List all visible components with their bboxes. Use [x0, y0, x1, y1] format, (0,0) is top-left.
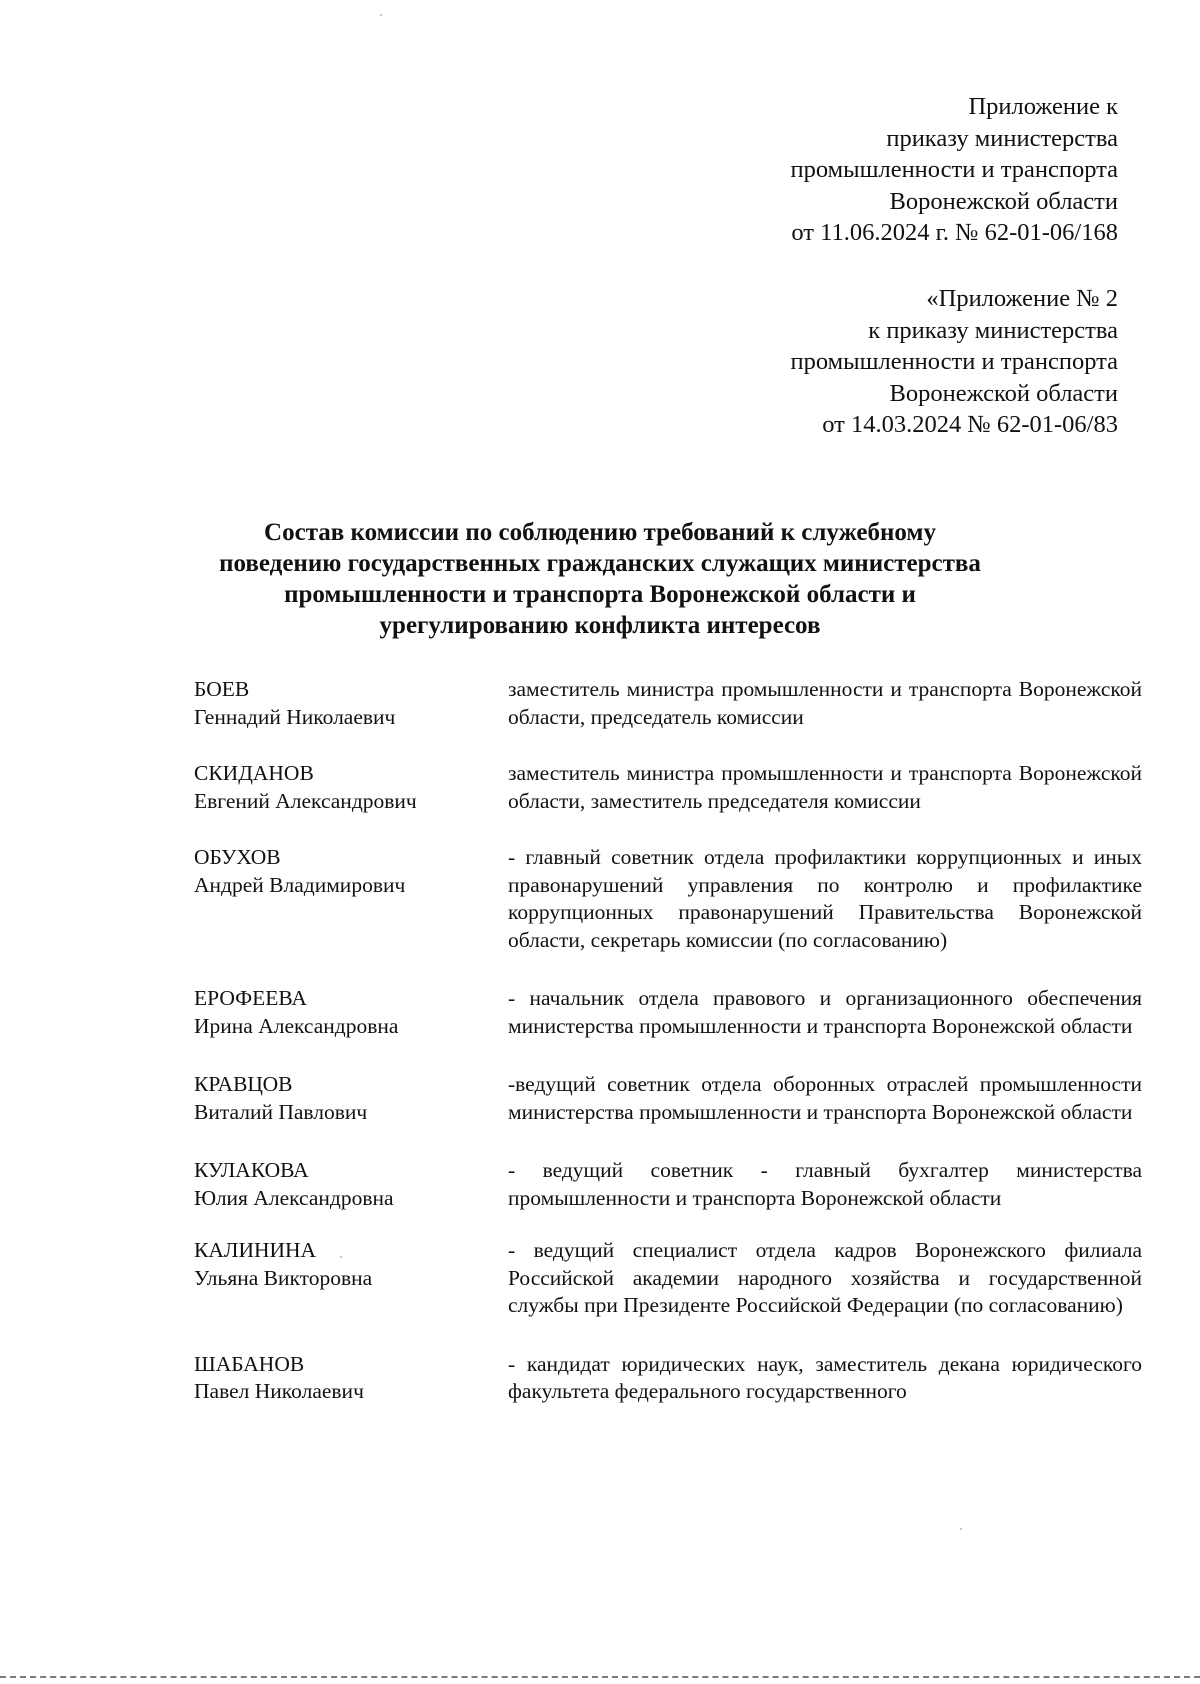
member-surname: КУЛАКОВА — [194, 1158, 309, 1182]
member-role: - ведущий советник - главный бухгалтер министерства промышленности и транспорта Воронежской области — [508, 1158, 1142, 1210]
page-bottom-edge — [0, 1676, 1200, 1680]
member-name — [194, 844, 508, 899]
title-line: урегулированию конфликта интересов — [379, 612, 821, 639]
member-role: -ведущий советник отдела оборонных отраслей промышленности министерства промышленности и транспорта Воронежской области — [508, 1072, 1142, 1124]
appendix-header-date-number: от 11.06.2024 г. № 62-01-06/168 — [791, 219, 1118, 246]
appendix2-header — [791, 283, 1119, 441]
member-given-names: Ульяна Викторовна — [194, 1265, 373, 1290]
member-entry — [194, 1351, 1142, 1406]
appendix-header-line: Приложение к — [968, 93, 1118, 120]
member-entry — [194, 1237, 1142, 1320]
member-entry — [194, 760, 1142, 815]
member-surname: ОБУХОВ — [194, 845, 281, 869]
member-entry — [194, 844, 1142, 954]
scan-speck — [340, 1256, 342, 1258]
member-entry — [194, 985, 1142, 1040]
commission-member-list — [194, 676, 1142, 1406]
appendix2-header-date-number: от 14.03.2024 № 62-01-06/83 — [822, 411, 1118, 438]
member-name — [194, 985, 508, 1040]
member-given-names: Юлия Александровна — [194, 1185, 394, 1210]
appendix2-header-line: промышленности и транспорта — [790, 348, 1118, 375]
member-given-names: Виталий Павлович — [194, 1099, 368, 1124]
member-entry — [194, 1071, 1142, 1126]
member-name — [194, 1237, 508, 1292]
appendix2-header-line: «Приложение № 2 — [926, 285, 1118, 312]
member-surname: КАЛИНИНА — [194, 1238, 317, 1262]
member-given-names: Ирина Александровна — [194, 1013, 399, 1038]
member-surname: СКИДАНОВ — [194, 761, 314, 785]
member-surname: КРАВЦОВ — [194, 1072, 293, 1096]
member-name — [194, 1157, 508, 1212]
appendix2-header-line: к приказу министерства — [868, 316, 1118, 344]
member-role: - ведущий специалист отдела кадров Воронежского филиала Российской академии народного хозяйства и государственной службы при Президенте Российской Федерации (по согласованию) — [508, 1238, 1142, 1317]
title-line: поведению государственных гражданских служащих министерства — [219, 550, 981, 577]
title-line: промышленности и транспорта Воронежской области и — [284, 581, 916, 608]
member-name — [194, 1071, 508, 1126]
scan-speck — [380, 14, 382, 16]
document-title — [170, 517, 1030, 641]
appendix-header-line: промышленности и транспорта — [790, 156, 1118, 183]
member-name — [194, 1351, 508, 1406]
member-entry — [194, 1157, 1142, 1212]
member-given-names: Андрей Владимирович — [194, 872, 406, 897]
member-surname: ЕРОФЕЕВА — [194, 986, 307, 1010]
appendix-header-line: Воронежской области — [889, 187, 1118, 215]
member-given-names: Павел Николаевич — [194, 1379, 364, 1403]
member-given-names: Геннадий Николаевич — [194, 704, 396, 729]
member-name — [194, 760, 508, 815]
title-line: Состав комиссии по соблюдению требований к служебному — [264, 519, 936, 546]
appendix-header — [791, 91, 1119, 249]
member-role: - главный советник отдела профилактики коррупционных и иных правонарушений управления по контролю и профилактике коррупционных правонарушений Правительства Воронежской области, секретарь комиссии (по согласованию) — [508, 845, 1142, 952]
member-role: заместитель министра промышленности и транспорта Воронежской области, заместитель председателя комиссии — [508, 761, 1142, 813]
member-entry — [194, 676, 1142, 731]
member-surname: БОЕВ — [194, 677, 250, 701]
scan-speck — [960, 1528, 962, 1530]
member-role: заместитель министра промышленности и транспорта Воронежской области, председатель комиссии — [508, 677, 1142, 729]
appendix-header-line: приказу министерства — [886, 124, 1118, 152]
member-given-names: Евгений Александрович — [194, 788, 417, 813]
member-surname: ШАБАНОВ — [194, 1351, 305, 1376]
appendix2-header-line: Воронежской области — [889, 379, 1118, 407]
member-role: - начальник отдела правового и организационного обеспечения министерства промышленности и транспорта Воронежской области — [508, 986, 1142, 1038]
member-name — [194, 676, 508, 731]
member-role: - кандидат юридических наук, заместитель декана юридического факультета федерального государственного — [508, 1351, 1142, 1403]
